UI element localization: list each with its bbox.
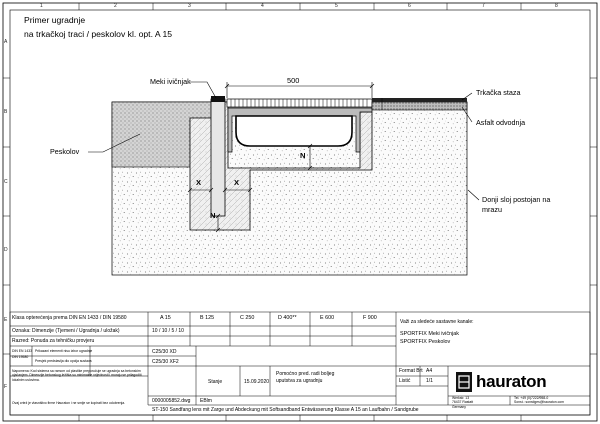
tb-format-value: A4 <box>426 368 433 374</box>
tb-pomocno-1: Pomoćno pred. radi boljeg <box>276 371 335 377</box>
tb-bl: EBlm <box>200 398 212 404</box>
border-col-2: 2 <box>114 3 117 9</box>
tb-addr-3: Germany <box>452 405 466 409</box>
border-col-4: 4 <box>261 3 264 9</box>
tb-small-note-2: Ovaj crtež je vlasništvo firme Hauraton i ne smije se kopirati bez odobrenja. <box>12 401 126 405</box>
tb-doc-number: 0000005852.dwg <box>152 398 191 404</box>
tb-note-a: Prikazani elementi nisu izbor ugradnje <box>35 349 93 353</box>
tb-addr-2: 76437 Rastatt <box>452 400 474 404</box>
tb-c25-xf2: C25/30 XF2 <box>152 359 179 365</box>
grating <box>227 99 372 107</box>
tb-list-value: 1/1 <box>426 378 433 384</box>
tb-row2-value: 10 / 10 / 5 / 10 <box>152 328 184 334</box>
label-meki-ivicnjak: Meki ivičnjak <box>150 77 191 86</box>
channel-trough <box>236 116 352 146</box>
tb-class-a15: A 15 <box>160 315 171 321</box>
dimension-500: 500 <box>287 76 300 85</box>
tb-company-logo: hauraton <box>476 372 547 391</box>
drawing-title-line2: na trkačkoj traci / peskolov kl. opt. A 15 <box>24 29 173 39</box>
border-col-6: 6 <box>408 3 411 9</box>
dimension-x-left: X <box>196 178 202 187</box>
border-row-e: E <box>4 317 8 323</box>
tb-stanje-label: Stanje <box>208 379 223 385</box>
tb-class-f900: F 900 <box>363 315 377 321</box>
dimension-n-top: N <box>300 151 306 160</box>
label-asfalt-odvodnja: Asfalt odvodnja <box>476 118 526 127</box>
dimension-x-right: X <box>234 178 240 187</box>
tb-class-e600: E 600 <box>320 315 335 321</box>
border-col-8: 8 <box>555 3 558 9</box>
label-donji-sloj-1: Donji sloj postojan na <box>482 195 551 204</box>
tb-razred-desc: Razred: Ponuda za tehničku provjeru <box>12 338 95 344</box>
tb-product-meki: SPORTFIX Meki ivičnjak <box>400 331 459 337</box>
tb-tel: Tel. +49 (0)7222/958-0 <box>514 396 549 400</box>
border-row-f: F <box>4 384 8 390</box>
tb-format-label: Format Brt <box>399 368 423 374</box>
tb-list-label: Listić <box>399 378 411 384</box>
tb-footer-description: ST-150 Sandfang lens mit Zarge und Abdeckung mit Softsandband Entwässerung Klasse A 15 an Laufbahn / Sandgrube <box>152 407 419 413</box>
asphalt-layer <box>372 102 467 110</box>
border-col-3: 3 <box>188 3 191 9</box>
tb-addr-1: Werkstr. 13 <box>452 396 470 400</box>
tb-class-b125: B 125 <box>200 315 215 321</box>
border-row-b: B <box>4 109 8 115</box>
border-row-a: A <box>4 39 8 45</box>
tb-mail: Sonst.: sonstiges@hauraton.com <box>514 400 564 404</box>
drawing-title-line1: Primer ugradnje <box>24 15 86 25</box>
tb-pomocno-2: uputstva za ugradnju <box>276 378 323 384</box>
border-row-d: D <box>4 247 8 253</box>
border-row-c: C <box>4 179 8 185</box>
tb-class-d400: D 400** <box>278 315 297 321</box>
tb-c25-xd: C25/30 XD <box>152 349 177 355</box>
tb-valid-for-label: Važi za sledeće sastavne kanale: <box>400 319 474 325</box>
border-col-1: 1 <box>40 3 43 9</box>
tb-load-class-desc: Klasa opterećenja prema DIN EN 1433 / DIN 19580 <box>12 315 127 321</box>
tb-code-din19580: DIN 19580 <box>12 355 29 359</box>
dimension-n-bottom: N <box>210 211 216 220</box>
tb-small-note: Napomena: Kod sistema sa ramom od plastike preporučuje se ugradnja sa betonskim ojačanjem. Dimenzije betonskog ležišta su minimalne vrijednosti i moraju se prilagoditi lokalnim uslovima. <box>12 369 142 382</box>
soft-curb <box>211 99 225 216</box>
label-trkacka-staza: Trkačka staza <box>476 88 521 97</box>
label-peskolov: Peskolov <box>50 147 80 156</box>
label-donji-sloj-2: mrazu <box>482 205 502 214</box>
tb-dimension-desc: Oznaka: Dimenzije (Tjemeni / Ugradnja / uložak) <box>12 328 120 334</box>
tb-stanje-date: 15.09.2020 <box>244 379 270 385</box>
tb-class-c250: C 250 <box>240 315 255 321</box>
border-col-7: 7 <box>482 3 485 9</box>
track-surface <box>372 98 467 102</box>
tb-note-b: Presjek predstavlja dio opcija sustava <box>35 359 92 363</box>
tb-code-din1433: DIN EN 1433 <box>12 349 32 353</box>
tb-product-peskolov: SPORTFIX Peskolov <box>400 339 451 345</box>
border-col-5: 5 <box>335 3 338 9</box>
